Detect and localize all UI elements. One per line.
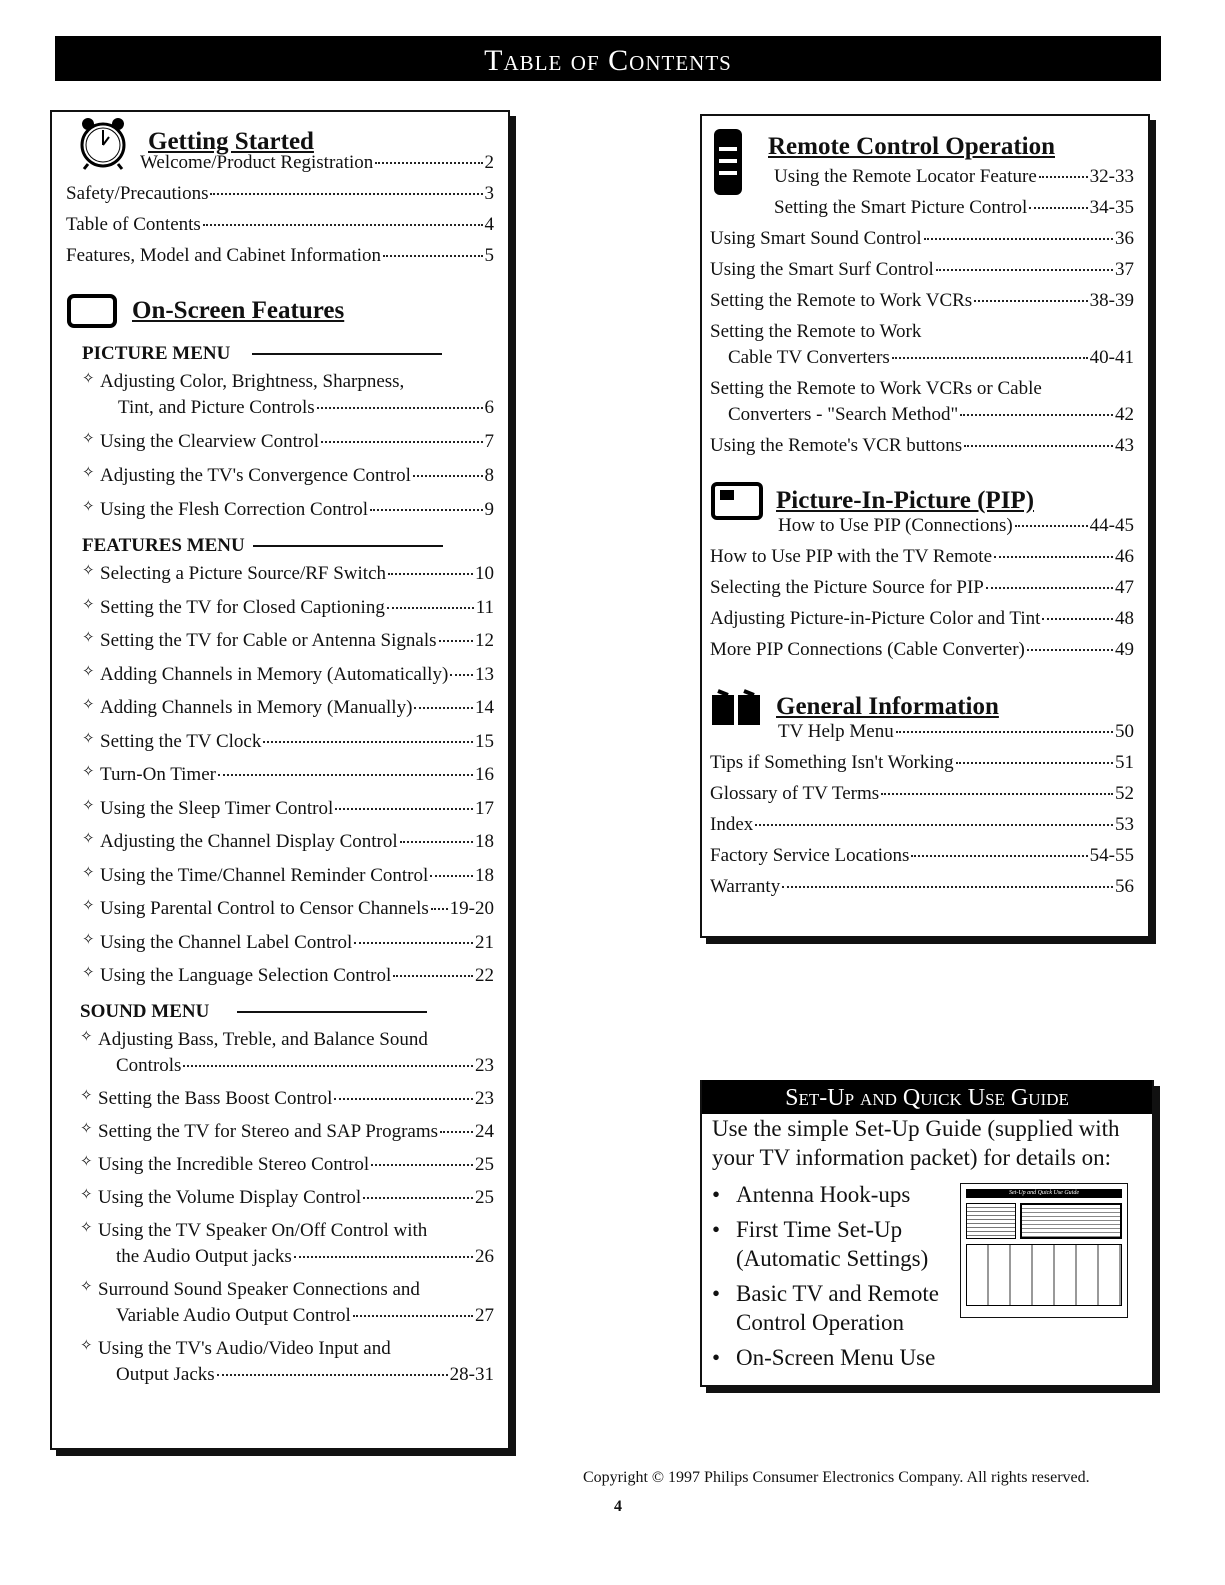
- entry-row: [710, 637, 1134, 663]
- entry-row: [100, 429, 494, 455]
- section-heading: On-Screen Features: [132, 297, 345, 324]
- entry-row: [710, 781, 1134, 807]
- dot-leader: [936, 269, 1113, 271]
- entry-page: 4: [484, 214, 494, 235]
- toc-entry[interactable]: [710, 195, 1134, 221]
- entry-label: ✧ Using the Incredible Stereo Control: [98, 1153, 370, 1175]
- entry-row: [710, 433, 1134, 459]
- entry-row: [100, 695, 494, 721]
- entry-row: [710, 575, 1134, 601]
- toc-entry[interactable]: [80, 1185, 494, 1211]
- features-menu-list: [66, 561, 494, 989]
- entry-label: Warranty: [710, 876, 781, 897]
- dot-leader: [1039, 176, 1088, 178]
- entry-row: [774, 195, 1134, 221]
- dot-leader: [370, 509, 482, 511]
- entry-page: 44-45: [1089, 515, 1134, 536]
- entry-row: [100, 729, 494, 755]
- thumbnail-illustration: [966, 1244, 1122, 1306]
- entry-label: Index: [710, 814, 754, 835]
- entry-page: 48: [1115, 608, 1134, 629]
- toc-entry[interactable]: [82, 729, 494, 755]
- entry-page: 37: [1115, 259, 1134, 280]
- entry-label: ✧ Adjusting Color, Brightness, Sharpness,: [100, 371, 405, 392]
- entry-label: Tint, and Picture Controls: [118, 397, 315, 418]
- entry-row: [100, 595, 494, 621]
- entry-row: [98, 1362, 494, 1388]
- toc-entry[interactable]: [710, 843, 1134, 869]
- toc-entry[interactable]: [82, 963, 494, 989]
- entry-page: 18: [475, 831, 494, 852]
- entry-row: [710, 257, 1134, 283]
- entry-row: [98, 1185, 494, 1211]
- entry-row: [710, 226, 1134, 252]
- entry-page: 49: [1115, 639, 1134, 660]
- toc-entry[interactable]: [710, 575, 1134, 601]
- thumbnail-title: Set-Up and Quick Use Guide: [966, 1189, 1122, 1198]
- entry-page: 40-41: [1089, 347, 1134, 368]
- entry-label: ✧ Using the Sleep Timer Control: [100, 797, 334, 819]
- tv-screen-icon: [66, 293, 118, 329]
- dot-leader: [334, 1098, 473, 1100]
- section-heading: Remote Control Operation: [768, 133, 1055, 160]
- subheading-label: FEATURES MENU: [82, 535, 245, 556]
- entry-page: 51: [1115, 752, 1134, 773]
- dot-leader: [294, 1256, 473, 1258]
- entry-label: Welcome/Product Registration: [140, 152, 374, 173]
- setup-guide-list: [702, 1180, 952, 1372]
- sound-menu-list: [66, 1027, 494, 1388]
- dot-leader: [203, 224, 483, 226]
- dot-leader: [414, 707, 473, 709]
- entry-label: Factory Service Locations: [710, 845, 910, 866]
- entry-label: How to Use PIP (Connections): [778, 515, 1013, 536]
- entry-label: ✧ Selecting a Picture Source/RF Switch: [100, 563, 387, 584]
- dot-leader: [892, 357, 1088, 359]
- toc-entry[interactable]: [710, 750, 1134, 776]
- toc-entry[interactable]: [66, 181, 494, 207]
- entry-label: ✧ Using the Flesh Correction Control: [100, 499, 369, 520]
- entry-label: ✧ Using the Channel Label Control: [100, 931, 353, 953]
- entry-label: Controls: [116, 1054, 182, 1076]
- book-icon: [710, 687, 762, 727]
- entry-label: ✧ Using the Clearview Control: [100, 431, 319, 452]
- dot-leader: [263, 741, 473, 743]
- toc-entry[interactable]: [82, 829, 494, 855]
- dot-leader: [363, 1197, 473, 1199]
- entry-page: 9: [484, 499, 494, 520]
- dot-leader: [317, 407, 483, 409]
- dot-leader: [217, 1374, 448, 1376]
- entry-label: ✧ Using the TV Speaker On/Off Control with: [98, 1219, 428, 1241]
- dot-leader: [994, 556, 1113, 558]
- entry-page: 43: [1115, 435, 1134, 456]
- entry-row: [98, 1053, 494, 1079]
- entry-page: 25: [475, 1186, 494, 1208]
- toc-entry[interactable]: [710, 513, 1134, 539]
- entry-label: Using the Smart Surf Control: [710, 259, 934, 280]
- entry-row: [710, 288, 1134, 314]
- dot-leader: [439, 640, 473, 642]
- toc-entry[interactable]: [80, 1336, 494, 1388]
- dot-leader: [1029, 207, 1087, 209]
- toc-entry[interactable]: [710, 544, 1134, 570]
- entry-label: ✧ Turn-On Timer: [100, 764, 216, 785]
- dot-leader: [782, 886, 1113, 888]
- entry-label: ✧ Setting the TV Clock: [100, 730, 262, 752]
- dot-leader: [431, 908, 448, 910]
- dot-leader: [210, 193, 482, 195]
- entry-label: ✧ Setting the TV for Closed Captioning: [100, 596, 385, 618]
- entry-label: Selecting the Picture Source for PIP: [710, 577, 984, 598]
- dot-leader: [911, 855, 1087, 857]
- entry-page: 2: [484, 152, 494, 173]
- dot-leader: [450, 674, 473, 676]
- pip-list: [710, 513, 1134, 663]
- list-item: • Antenna Hook-ups: [712, 1180, 952, 1209]
- entry-row: [98, 1303, 494, 1329]
- section-heading: Picture-In-Picture (PIP): [776, 487, 1035, 514]
- dot-leader: [1015, 525, 1088, 527]
- entry-page: 3: [484, 183, 494, 204]
- entry-label: ✧ Adjusting Bass, Treble, and Balance Sound: [98, 1028, 428, 1050]
- entry-label: ✧ Using the Time/Channel Reminder Control: [100, 864, 429, 886]
- entry-row: [710, 812, 1134, 838]
- entry-page: 25: [475, 1153, 494, 1175]
- entry-page: 19-20: [449, 898, 494, 919]
- entry-page: 15: [475, 730, 494, 752]
- entry-page: 54-55: [1089, 845, 1134, 866]
- entry-row: [140, 150, 494, 176]
- entry-row: [100, 497, 494, 523]
- entry-row: [66, 212, 494, 238]
- entry-page: 34-35: [1089, 197, 1134, 218]
- dot-leader: [218, 774, 473, 776]
- entry-label: Setting the Smart Picture Control: [774, 197, 1028, 218]
- entry-label: Table of Contents: [66, 214, 201, 235]
- entry-page: 16: [475, 764, 494, 785]
- dot-leader: [400, 841, 473, 843]
- entry-label: How to Use PIP with the TV Remote: [710, 546, 993, 567]
- entry-page: 21: [475, 931, 494, 953]
- entry-page: 53: [1115, 814, 1134, 835]
- entry-label: Glossary of TV Terms: [710, 783, 880, 804]
- entry-row: [778, 513, 1134, 539]
- entry-page: 28-31: [449, 1363, 494, 1385]
- entry-page: 56: [1115, 876, 1134, 897]
- toc-entry[interactable]: [82, 863, 494, 889]
- entry-page: 11: [475, 596, 494, 618]
- thumbnail-block: [1020, 1203, 1122, 1239]
- setup-guide-panel: [700, 1080, 1154, 1387]
- dot-leader: [1042, 618, 1113, 620]
- entry-label: Safety/Precautions: [66, 183, 209, 204]
- entry-page: 27: [475, 1304, 494, 1326]
- entry-page: 12: [475, 630, 494, 651]
- right-toc-panel: [700, 114, 1150, 938]
- toc-entry[interactable]: [82, 561, 494, 587]
- entry-page: 10: [475, 563, 494, 584]
- entry-label: ✧ Using Parental Control to Censor Channels: [100, 898, 429, 919]
- general-info-list: [710, 719, 1134, 900]
- dot-leader: [896, 731, 1113, 733]
- toc-entry[interactable]: [66, 212, 494, 238]
- dot-leader: [371, 1164, 473, 1166]
- page-number: 4: [614, 1498, 622, 1515]
- entry-label: Output Jacks: [116, 1363, 215, 1385]
- entry-page: 52: [1115, 783, 1134, 804]
- dot-leader: [413, 475, 483, 477]
- entry-row: [98, 1119, 494, 1145]
- toc-entry[interactable]: [710, 288, 1134, 314]
- left-toc-panel: [50, 110, 510, 1450]
- toc-entry[interactable]: [82, 369, 494, 421]
- toc-entry[interactable]: [82, 762, 494, 788]
- dot-leader: [755, 824, 1113, 826]
- dot-leader: [375, 162, 482, 164]
- toc-entry[interactable]: [80, 1152, 494, 1178]
- toc-entry[interactable]: [82, 662, 494, 688]
- entry-page: 47: [1115, 577, 1134, 598]
- entry-row: [100, 628, 494, 654]
- entry-row: [710, 606, 1134, 632]
- entry-label: Setting the Remote to Work VCRs: [710, 290, 973, 311]
- toc-entry[interactable]: [710, 781, 1134, 807]
- entry-row: [710, 874, 1134, 900]
- entry-label: ✧ Using the Language Selection Control: [100, 965, 392, 986]
- entry-label: ✧ Adding Channels in Memory (Automatically): [100, 663, 449, 685]
- entry-row: [100, 395, 494, 421]
- pip-icon: [710, 481, 764, 521]
- dot-leader: [430, 875, 473, 877]
- entry-label: More PIP Connections (Cable Converter): [710, 639, 1025, 660]
- toc-entry[interactable]: [80, 1027, 494, 1079]
- dot-leader: [924, 238, 1113, 240]
- entry-label: ✧ Adjusting the TV's Convergence Control: [100, 465, 411, 486]
- entry-label: ✧ Adding Channels in Memory (Manually): [100, 697, 413, 718]
- remote-control-icon: [710, 127, 746, 197]
- section-on-screen-features: [66, 291, 494, 331]
- dot-leader: [1027, 649, 1113, 651]
- toc-entry[interactable]: [82, 796, 494, 822]
- dot-leader: [387, 607, 474, 609]
- toc-entry[interactable]: [710, 637, 1134, 663]
- divider: [252, 353, 442, 355]
- entry-page: 5: [484, 245, 494, 266]
- entry-row: [66, 243, 494, 269]
- entry-page: 18: [475, 864, 494, 886]
- entry-page: 13: [475, 663, 494, 685]
- entry-label: Using the Remote's VCR buttons: [710, 435, 963, 456]
- entry-page: 7: [484, 431, 494, 452]
- dot-leader: [183, 1065, 473, 1067]
- toc-entry[interactable]: [80, 1218, 494, 1270]
- setup-guide-heading: Set-Up and Quick Use Guide: [702, 1080, 1152, 1114]
- toc-entry[interactable]: [710, 376, 1134, 428]
- features-menu-heading: [66, 531, 494, 561]
- toc-entry[interactable]: [82, 497, 494, 523]
- list-item: • First Time Set-Up (Automatic Settings): [712, 1215, 952, 1273]
- entry-row: [98, 1152, 494, 1178]
- entry-page: 50: [1115, 721, 1134, 742]
- toc-entry[interactable]: [710, 319, 1134, 371]
- entry-row: [100, 762, 494, 788]
- toc-entry[interactable]: [66, 243, 494, 269]
- entry-label: Converters - "Search Method": [728, 404, 959, 425]
- entry-page: 8: [484, 465, 494, 486]
- setup-guide-text: Use the simple Set-Up Guide (supplied with your TV information packet) for details on:: [712, 1116, 1120, 1170]
- entry-page: 22: [475, 965, 494, 986]
- entry-label: Tips if Something Isn't Working: [710, 752, 954, 773]
- toc-entry[interactable]: [710, 433, 1134, 459]
- entry-row: [100, 463, 494, 489]
- thumbnail-block: [966, 1203, 1016, 1239]
- alarm-clock-icon: [72, 114, 134, 170]
- entry-label: Variable Audio Output Control: [116, 1304, 351, 1326]
- entry-row: [98, 1086, 494, 1112]
- entry-row: [710, 402, 1134, 428]
- entry-label: ✧ Setting the Bass Boost Control: [98, 1087, 333, 1109]
- entry-row: [98, 1244, 494, 1270]
- entry-page: 36: [1115, 228, 1134, 249]
- entry-row: [100, 896, 494, 922]
- subheading-label: PICTURE MENU: [82, 343, 231, 364]
- toc-entry[interactable]: [710, 606, 1134, 632]
- entry-label: ✧ Adjusting the Channel Display Control: [100, 831, 398, 852]
- entry-label: ✧ Using the Volume Display Control: [98, 1186, 362, 1208]
- dot-leader: [354, 942, 473, 944]
- entry-page: 46: [1115, 546, 1134, 567]
- divider: [253, 545, 443, 547]
- toc-entry[interactable]: [82, 595, 494, 621]
- list-item: • Basic TV and Remote Control Operation: [712, 1279, 952, 1337]
- dot-leader: [353, 1315, 473, 1317]
- subheading-label: SOUND MENU: [80, 1000, 210, 1022]
- entry-page: 6: [484, 397, 494, 418]
- entry-row: [710, 750, 1134, 776]
- toc-entry[interactable]: [710, 226, 1134, 252]
- entry-label: the Audio Output jacks: [116, 1245, 292, 1267]
- toc-entry[interactable]: [82, 429, 494, 455]
- entry-row: [710, 843, 1134, 869]
- picture-menu-heading: [66, 339, 494, 369]
- dot-leader: [388, 573, 473, 575]
- entry-row: [710, 544, 1134, 570]
- entry-row: [100, 963, 494, 989]
- entry-page: 17: [475, 797, 494, 819]
- list-item: • On-Screen Menu Use: [712, 1343, 952, 1372]
- dot-leader: [986, 587, 1113, 589]
- entry-label: Adjusting Picture-in-Picture Color and Tint: [710, 608, 1041, 629]
- toc-entry[interactable]: [710, 164, 1134, 190]
- entry-row: [100, 662, 494, 688]
- section-heading: General Information: [776, 693, 999, 720]
- entry-label: Features, Model and Cabinet Information: [66, 245, 382, 266]
- entry-row: [66, 181, 494, 207]
- entry-row: [774, 164, 1134, 190]
- entry-label: ✧ Setting the TV for Stereo and SAP Programs: [98, 1120, 439, 1142]
- dot-leader: [440, 1131, 473, 1133]
- entry-page: 26: [475, 1245, 494, 1267]
- dot-leader: [321, 441, 483, 443]
- entry-label: Using the Remote Locator Feature: [774, 166, 1037, 187]
- toc-entry[interactable]: [710, 874, 1134, 900]
- entry-page: 24: [475, 1120, 494, 1142]
- entry-label: Cable TV Converters: [728, 347, 890, 368]
- entry-label: ✧ Using the TV's Audio/Video Input and: [98, 1337, 391, 1359]
- entry-row: [778, 719, 1134, 745]
- section-heading: Getting Started: [148, 128, 314, 155]
- entry-row: [710, 345, 1134, 371]
- entry-page: 23: [475, 1054, 494, 1076]
- entry-page: 42: [1115, 404, 1134, 425]
- thumbnail-row: [966, 1203, 1122, 1239]
- dot-leader: [956, 762, 1113, 764]
- entry-label: ✧ Surround Sound Speaker Connections and: [98, 1278, 420, 1300]
- toc-entry[interactable]: [710, 812, 1134, 838]
- toc-entry[interactable]: [82, 930, 494, 956]
- entry-label: ✧ Setting the TV for Cable or Antenna Signals: [100, 630, 437, 651]
- entry-label: Setting the Remote to Work: [710, 321, 922, 342]
- toc-entry[interactable]: [82, 695, 494, 721]
- toc-entry[interactable]: [82, 463, 494, 489]
- divider: [237, 1011, 427, 1013]
- picture-menu-list: [66, 369, 494, 523]
- remote-list: [710, 164, 1134, 459]
- entry-label: TV Help Menu: [778, 721, 894, 742]
- entry-row: [100, 829, 494, 855]
- setup-guide-thumbnail: [960, 1183, 1128, 1318]
- copyright: Copyright © 1997 Philips Consumer Electronics Company. All rights reserved.: [583, 1469, 1090, 1486]
- sound-menu-heading: [66, 997, 494, 1027]
- entry-page: 32-33: [1089, 166, 1134, 187]
- page-title: Table of Contents: [55, 36, 1161, 81]
- dot-leader: [393, 975, 473, 977]
- entry-page: 23: [475, 1087, 494, 1109]
- entry-page: 38-39: [1089, 290, 1134, 311]
- entry-row: [100, 863, 494, 889]
- entry-label: Using Smart Sound Control: [710, 228, 922, 249]
- entry-row: [100, 796, 494, 822]
- entry-page: 14: [475, 697, 494, 718]
- toc-entry[interactable]: [710, 257, 1134, 283]
- entry-row: [100, 930, 494, 956]
- entry-label: Setting the Remote to Work VCRs or Cable: [710, 378, 1042, 399]
- toc-entry[interactable]: [80, 1086, 494, 1112]
- toc-entry[interactable]: [82, 896, 494, 922]
- toc-entry[interactable]: [80, 1277, 494, 1329]
- dot-leader: [974, 300, 1087, 302]
- dot-leader: [383, 255, 482, 257]
- toc-entry[interactable]: [710, 719, 1134, 745]
- dot-leader: [960, 414, 1113, 416]
- toc-entry[interactable]: [82, 628, 494, 654]
- entry-row: [100, 561, 494, 587]
- dot-leader: [881, 793, 1113, 795]
- toc-entry[interactable]: [80, 1119, 494, 1145]
- dot-leader: [335, 808, 473, 810]
- dot-leader: [964, 445, 1113, 447]
